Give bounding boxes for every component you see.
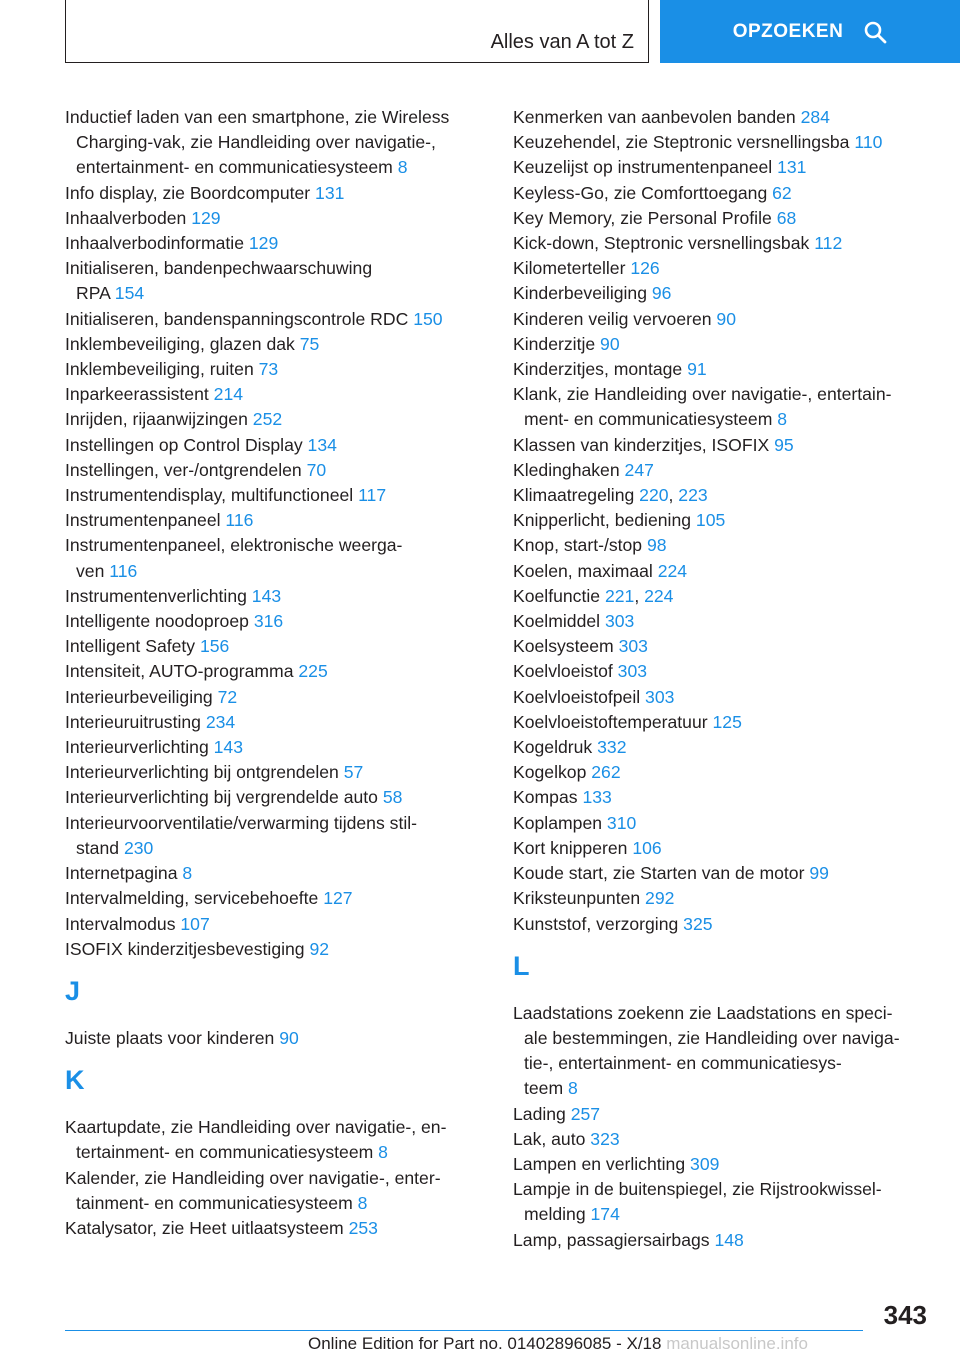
index-entry-text: Kriksteunpunten [513, 888, 646, 909]
index-entry [513, 105, 933, 130]
page-reference-link[interactable]: 303 [617, 661, 648, 682]
index-entry-text: ment- en communicatiesysteem [524, 409, 778, 430]
index-entry-text: Koelfunctie [513, 585, 605, 606]
page-reference-link[interactable]: 8 [777, 409, 788, 430]
index-entry-text: Koplampen [513, 812, 607, 833]
search-button-label: OPZOEKEN [732, 20, 844, 42]
index-entry-text: Intensiteit, AUTO-programma [65, 661, 299, 682]
index-entry-text: Lampen en verlichting [513, 1153, 691, 1174]
page-reference-link[interactable]: 303 [604, 611, 635, 632]
index-entry [65, 332, 485, 357]
index-entry [513, 458, 933, 483]
page-reference-link[interactable]: 133 [582, 787, 612, 808]
index-entry [513, 760, 933, 785]
page-reference-link[interactable]: 230 [123, 837, 154, 858]
page-reference-link[interactable]: 150 [413, 308, 443, 329]
index-letter-heading: L [513, 950, 530, 981]
page-reference-link[interactable]: 221 [604, 585, 635, 606]
index-entry [513, 584, 933, 609]
index-entry-text: Kinderzitjes, montage [513, 359, 688, 380]
footer-watermark: manualsonline.info [661, 1334, 808, 1353]
index-entry-text: Inhaalverboden [65, 207, 192, 228]
index-entry-text: Koude start, zie Starten van de motor [513, 863, 810, 884]
index-entry-text: Inductief laden van een smartphone, zie Wireless [65, 107, 450, 127]
page-reference-link[interactable]: 126 [630, 258, 660, 279]
index-entry [513, 634, 933, 659]
index-entry [65, 710, 485, 735]
page-reference-link[interactable]: 214 [213, 384, 244, 405]
index-entry [513, 307, 933, 332]
index-entry [513, 710, 933, 735]
page-reference-link[interactable]: 253 [348, 1217, 378, 1238]
index-entry [65, 458, 485, 483]
index-entry-text: Kinderen veilig vervoeren [513, 308, 717, 329]
page-reference-link[interactable]: 223 [678, 485, 708, 506]
index-entry-text: Intelligent Safety [65, 636, 200, 657]
index-entry [65, 231, 485, 256]
page-reference-link[interactable]: 310 [606, 812, 637, 833]
index-entry [65, 206, 485, 231]
page-reference-link[interactable]: 70 [306, 459, 327, 480]
index-entry-text: Intelligente noodoproep [65, 611, 254, 632]
index-entry [513, 433, 933, 458]
index-entry-text: Keyless-Go, zie Comforttoegang [513, 182, 773, 203]
index-entry [65, 508, 485, 533]
index-entry-text: Kledinghaken [513, 459, 625, 480]
page-reference-link[interactable]: 99 [809, 863, 829, 884]
index-entry [513, 811, 933, 836]
page-reference-link[interactable]: 303 [645, 686, 675, 707]
index-entry-text: Kogeldruk [513, 737, 598, 758]
index-entry-text: Knop, start-/stop [513, 535, 647, 556]
index-column-left [65, 105, 485, 1241]
index-entry-text: Lampje in de buitenspiegel, zie Rijstrookwissel- [513, 1179, 882, 1200]
page-reference-link[interactable]: 57 [343, 762, 364, 783]
index-entry [65, 584, 485, 609]
page-reference-link[interactable]: 156 [199, 636, 230, 657]
index-entry [65, 256, 485, 306]
index-entry [513, 1228, 933, 1253]
page-reference-link[interactable]: 129 [248, 233, 279, 254]
index-entry [65, 634, 485, 659]
index-entry-text: Inklembeveiliging, glazen dak [65, 333, 300, 354]
index-entry-text: Kilometerteller [513, 258, 631, 279]
index-entry [513, 181, 933, 206]
index-entry-text: Kogelkop [513, 762, 592, 783]
index-entry-text: ven [76, 560, 110, 581]
page-reference-link[interactable]: 143 [213, 737, 243, 758]
index-entry-text: Keuzehendel, zie Steptronic versnellingsba [513, 132, 855, 153]
index-entry [513, 206, 933, 231]
index-entry-text: teem [524, 1078, 569, 1099]
index-entry-text: Koelsysteem [513, 636, 619, 657]
index-entry [513, 912, 933, 937]
page-reference-link[interactable]: 58 [382, 787, 403, 808]
page-reference-link[interactable]: 131 [777, 157, 807, 178]
index-entry-text: Katalysator, zie Heet uitlaatsysteem [65, 1217, 349, 1238]
index-entry-text: Kaartupdate, zie Handleiding over navigatie-, en- [65, 1117, 447, 1138]
index-entry-text: Interieurbeveiliging [65, 686, 218, 707]
index-entry [513, 357, 933, 382]
page-reference-link[interactable]: 234 [205, 711, 236, 732]
index-entry-text: Lamp, passagiersairbags [513, 1229, 715, 1250]
page-reference-link[interactable]: 225 [298, 661, 328, 682]
index-entry [65, 609, 485, 634]
index-entry-text: Laadstations zoekenn zie Laadstations en speci- [513, 1002, 893, 1023]
index-entry-text: Inparkeerassistent [65, 384, 214, 405]
index-entry [65, 760, 485, 785]
page-reference-link[interactable]: 224 [644, 585, 674, 606]
index-entry [513, 483, 933, 508]
index-entry-text: tainment- en communicatiesysteem [76, 1192, 358, 1213]
page-reference-link[interactable]: 316 [253, 611, 284, 632]
page-reference-link[interactable]: 116 [225, 510, 254, 531]
index-entry-text: Key Memory, zie Personal Profile [513, 207, 777, 228]
page-reference-link[interactable]: 325 [683, 913, 713, 934]
page-reference-link[interactable]: 105 [695, 510, 726, 531]
page-reference-link[interactable]: 247 [624, 459, 654, 480]
index-entry [513, 1102, 933, 1127]
index-entry-text: Kunststof, verzorging [513, 913, 684, 934]
page-reference-link[interactable]: 257 [570, 1103, 601, 1124]
index-entry [513, 685, 933, 710]
index-entry-text: RPA [76, 283, 115, 304]
index-entry [513, 1152, 933, 1177]
index-entry-text: Info display, zie Boordcomputer [65, 182, 316, 203]
index-entry-text: entertainment- en communicatiesysteem [76, 157, 398, 178]
page-reference-link[interactable]: 95 [774, 434, 794, 455]
page-reference-link[interactable]: 90 [716, 308, 736, 329]
page-reference-link[interactable]: 143 [251, 585, 282, 606]
page-number: 343 [883, 1300, 927, 1330]
page-reference-link[interactable]: 220 [639, 485, 669, 506]
page-reference-link[interactable]: 73 [258, 359, 279, 380]
index-entry-text: Instrumentenverlichting [65, 585, 252, 606]
page-reference-link[interactable]: 134 [307, 434, 337, 455]
index-entry-text: tie-, entertainment- en communicatiesys- [524, 1053, 842, 1074]
ref-separator: , [668, 485, 679, 506]
index-entry [65, 181, 485, 206]
index-entry-text: Koelvloeistof [513, 661, 618, 682]
page-reference-link[interactable]: 129 [191, 207, 221, 228]
index-entry [513, 886, 933, 911]
index-entry-text: Instellingen, ver-/ontgrendelen [65, 459, 307, 480]
page-reference-link[interactable]: 75 [299, 333, 320, 354]
index-entry-text: tertainment- en communicatiesysteem [76, 1142, 379, 1163]
index-entry-text: Instellingen op Control Display [65, 434, 308, 455]
index-entry [65, 937, 485, 962]
index-entry [65, 483, 485, 508]
page-reference-link[interactable]: 262 [591, 762, 621, 783]
index-entry-text: Interieurverlichting bij vergrendelde auto [65, 787, 383, 808]
index-entry-text: Intervalmelding, servicebehoefte [65, 888, 324, 909]
index-entry [65, 1026, 485, 1051]
index-entry [513, 609, 933, 634]
index-entry-text: Kompas [513, 787, 583, 808]
index-entry-text: Kinderbeveiliging [513, 283, 652, 304]
index-entry-text: Instrumentenpaneel [65, 510, 226, 531]
index-entry-text: Koelvloeistoftemperatuur [513, 711, 713, 732]
page-reference-link[interactable]: 148 [714, 1229, 744, 1250]
index-entry-text: Kinderzitje [513, 333, 601, 354]
index-entry-text: Instrumentenpaneel, elektronische weerga- [65, 535, 403, 556]
index-entry-text: Interieuruitrusting [65, 711, 206, 732]
page-reference-link[interactable]: 224 [657, 560, 688, 581]
index-entry-text: Inhaalverbodinformatie [65, 233, 249, 254]
index-entry [513, 382, 933, 432]
index-entry [65, 886, 485, 911]
page-reference-link[interactable]: 90 [279, 1027, 299, 1048]
index-entry-text: Kenmerken van aanbevolen banden [513, 107, 801, 127]
index-column-right [513, 105, 933, 1253]
footer-divider [65, 1330, 863, 1331]
page-reference-link[interactable]: 284 [800, 107, 830, 127]
index-entry-text: Initialiseren, bandenspanningscontrole RDC [65, 308, 414, 329]
page-reference-link[interactable]: 106 [632, 837, 662, 858]
index-entry [65, 1115, 485, 1165]
index-entry [65, 735, 485, 760]
index-entry-text: stand [76, 837, 124, 858]
page-reference-link[interactable]: 8 [568, 1078, 578, 1099]
index-entry-text: Koelen, maximaal [513, 560, 658, 581]
page-reference-link[interactable]: 303 [618, 636, 648, 657]
index-entry [65, 533, 485, 583]
footer-edition [308, 1334, 808, 1354]
index-entry [65, 811, 485, 861]
section-tab [65, 0, 649, 63]
index-entry-text: Koelmiddel [513, 611, 605, 632]
index-entry [513, 659, 933, 684]
index-entry-text: Charging-vak, zie Handleiding over navigatie-, [76, 132, 436, 153]
index-entry-text: ISOFIX kinderzitjesbevestiging [65, 938, 310, 959]
index-entry [65, 785, 485, 810]
index-entry-text: Keuzelijst op instrumentenpaneel [513, 157, 778, 178]
index-entry-text: Initialiseren, bandenpechwaarschuwing [65, 258, 373, 279]
index-entry-text: Interieurverlichting [65, 737, 214, 758]
index-letter-heading: K [65, 1065, 85, 1096]
index-entry-text: Koelvloeistofpeil [513, 686, 646, 707]
index-entry-text: Klassen van kinderzitjes, ISOFIX [513, 434, 775, 455]
index-entry [513, 1127, 933, 1152]
index-entry [513, 559, 933, 584]
page-reference-link[interactable]: 154 [114, 283, 145, 304]
page-reference-link[interactable]: 117 [358, 485, 387, 506]
index-entry-text: Kort knipperen [513, 837, 633, 858]
index-entry [513, 785, 933, 810]
index-entry [513, 836, 933, 861]
index-entry [65, 357, 485, 382]
index-entry-text: Interieurvoorventilatie/verwarming tijdens stil- [65, 812, 418, 833]
index-entry [65, 861, 485, 886]
page-reference-link[interactable]: 116 [109, 560, 138, 581]
page-reference-link[interactable]: 8 [397, 157, 408, 178]
index-entry-text: Intervalmodus [65, 913, 181, 934]
index-entry [65, 1216, 485, 1241]
index-entry [65, 307, 485, 332]
index-entry-text: Lading [513, 1103, 571, 1124]
index-entry [513, 735, 933, 760]
index-entry [513, 130, 933, 155]
page-reference-link[interactable]: 107 [180, 913, 210, 934]
index-entry [65, 685, 485, 710]
page-reference-link[interactable]: 332 [597, 737, 627, 758]
index-entry-text: Klimaatregeling [513, 485, 640, 506]
page-reference-link[interactable]: 92 [309, 938, 330, 959]
page-reference-link[interactable]: 72 [217, 686, 238, 707]
index-entry-text: Inrijden, rijaanwijzingen [65, 409, 253, 430]
page-reference-link[interactable]: 62 [772, 182, 792, 203]
index-entry-text: melding [524, 1204, 591, 1225]
index-entry-text: Knipperlicht, bediening [513, 510, 696, 531]
index-entry-text: Kalender, zie Handleiding over navigatie-, enter- [65, 1167, 441, 1188]
index-entry [513, 332, 933, 357]
page-reference-link[interactable]: 8 [378, 1142, 388, 1163]
index-entry [513, 533, 933, 558]
section-tab-label: Alles van A tot Z [490, 31, 634, 53]
index-entry [65, 1166, 485, 1216]
page-reference-link[interactable]: 174 [590, 1204, 620, 1225]
index-entry [513, 231, 933, 256]
index-letter-heading: J [65, 975, 81, 1006]
index-entry [65, 433, 485, 458]
index-entry [513, 155, 933, 180]
page-reference-link[interactable]: 96 [651, 283, 672, 304]
index-entry-text: Interieurverlichting bij ontgrendelen [65, 762, 344, 783]
index-entry-text: Inklembeveiliging, ruiten [65, 359, 259, 380]
index-entry-text: Lak, auto [513, 1128, 591, 1149]
page-reference-link[interactable]: 68 [776, 207, 797, 228]
page-reference-link[interactable]: 91 [687, 359, 707, 380]
index-entry-text: ale bestemmingen, zie Handleiding over naviga- [524, 1027, 900, 1048]
index-entry [65, 659, 485, 684]
index-entry-text: Kick-down, Steptronic versnellingsbak [513, 233, 815, 254]
page-reference-link[interactable]: 131 [315, 182, 345, 203]
page-reference-link[interactable]: 309 [690, 1153, 720, 1174]
page-reference-link[interactable]: 112 [814, 233, 843, 254]
index-entry-text: Internetpagina [65, 863, 183, 884]
page-reference-link[interactable]: 292 [645, 888, 675, 909]
index-entry-text: Klank, zie Handleiding over navigatie-, entertain- [513, 384, 892, 405]
page-reference-link[interactable]: 8 [357, 1192, 368, 1213]
ref-separator: , [634, 585, 645, 606]
index-entry-text: Instrumentendisplay, multifunctioneel [65, 485, 359, 506]
page-reference-link[interactable]: 90 [600, 333, 620, 354]
index-entry [513, 508, 933, 533]
index-entry [513, 281, 933, 306]
index-entry-text: Juiste plaats voor kinderen [65, 1027, 280, 1048]
index-entry [513, 256, 933, 281]
index-entry [513, 861, 933, 886]
search-button[interactable] [660, 0, 960, 63]
page-reference-link[interactable]: 125 [712, 711, 742, 732]
page-reference-link[interactable]: 110 [854, 132, 883, 153]
page-reference-link[interactable]: 127 [323, 888, 353, 909]
index-entry [65, 382, 485, 407]
footer-edition-text: Online Edition for Part no. 01402896085 - X/18 [308, 1334, 662, 1353]
index-entry [65, 105, 485, 181]
page-reference-link[interactable]: 323 [590, 1128, 620, 1149]
index-entry [513, 1177, 933, 1227]
page-reference-link[interactable]: 98 [646, 535, 667, 556]
index-entry [513, 1001, 933, 1102]
search-icon [863, 20, 887, 44]
index-entry [65, 912, 485, 937]
page-reference-link[interactable]: 252 [252, 409, 283, 430]
index-entry [65, 407, 485, 432]
page-reference-link[interactable]: 8 [182, 863, 193, 884]
